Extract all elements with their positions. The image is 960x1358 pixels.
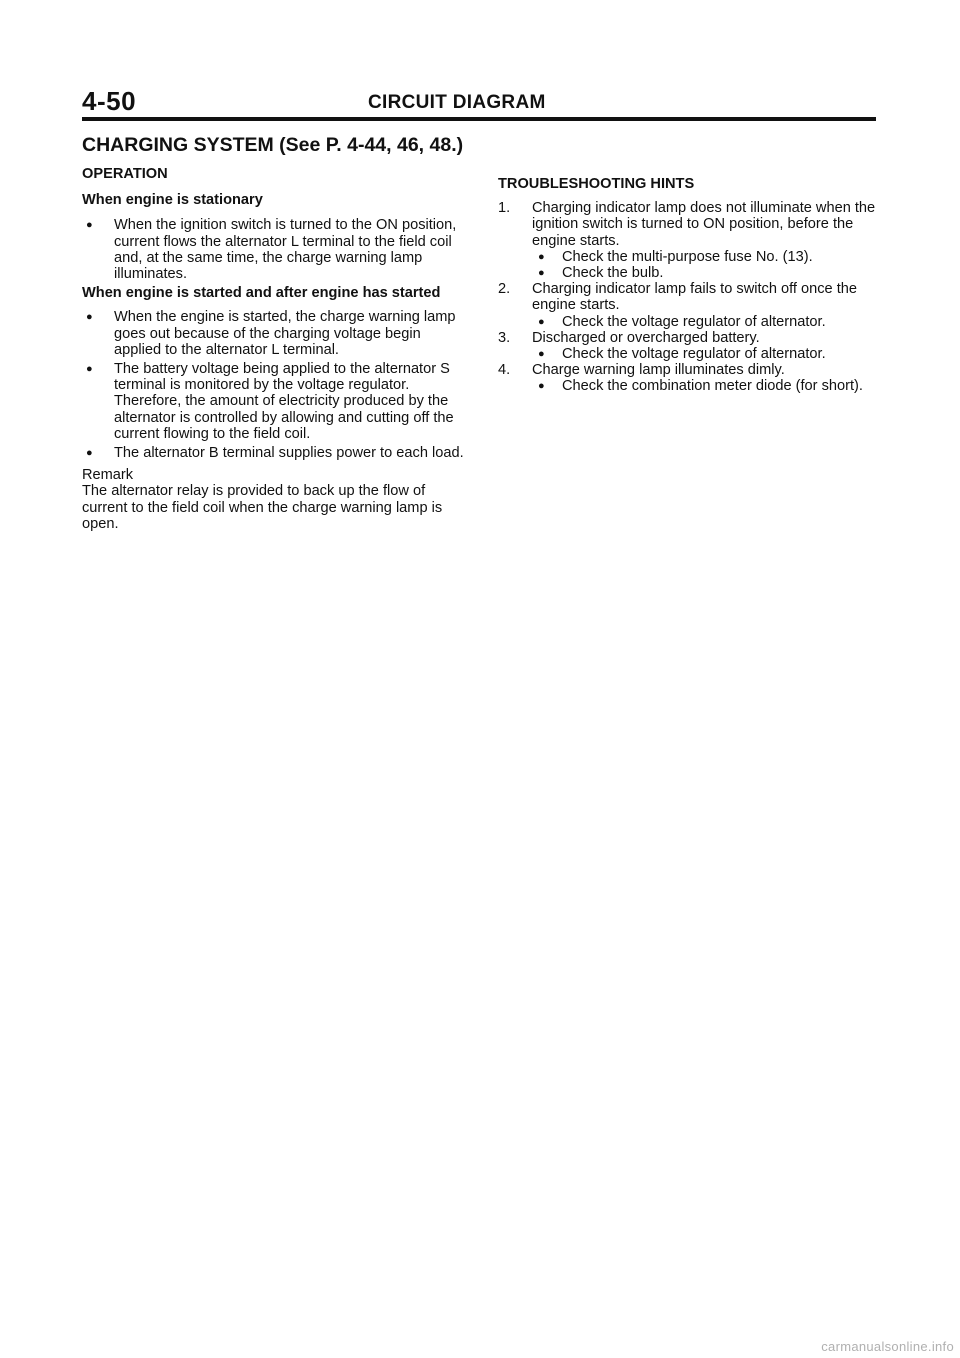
check-item [532, 378, 883, 394]
item-text: Discharged or overcharged battery. [532, 329, 760, 346]
check-item [532, 265, 883, 281]
list-item-text: When the engine is started, the charge warning lamp goes out because of the charging voltage begin applied to the alternator L terminal. [114, 309, 456, 358]
page-number: 4-50 [82, 86, 137, 116]
list-item [82, 445, 467, 461]
list-item [498, 362, 883, 378]
header-rule [82, 117, 876, 121]
bullet-icon: ● [86, 363, 93, 376]
remark-label: Remark [82, 467, 134, 484]
check-text: Check the multi-purpose fuse No. (13). [562, 248, 813, 265]
operation-heading: OPERATION [82, 166, 168, 182]
bullet-icon: ● [538, 267, 545, 280]
troubleshooting-heading: TROUBLESHOOTING HINTS [498, 176, 695, 192]
item-number: 3. [498, 329, 511, 346]
item-text: Charge warning lamp illuminates dimly. [532, 362, 785, 379]
watermark: carmanualsonline.info [821, 1339, 954, 1354]
check-text: Check the voltage regulator of alternator. [562, 313, 826, 330]
remark-text: The alternator relay is provided to back up the flow of current to the field coil when the charge warning lamp is open. [82, 483, 443, 532]
section-title: CHARGING SYSTEM (See P. 4-44, 46, 48.) [82, 134, 464, 156]
bullet-icon: ● [538, 380, 545, 393]
bullet-icon: ● [86, 447, 93, 460]
check-item [532, 346, 883, 362]
troubleshooting-column [498, 166, 883, 395]
item-number: 2. [498, 281, 511, 298]
check-text: Check the bulb. [562, 265, 664, 282]
list-item [82, 309, 467, 358]
bullet-icon: ● [538, 348, 545, 361]
list-item-text: The alternator B terminal supplies power to each load. [114, 445, 464, 462]
bullet-icon: ● [86, 219, 93, 232]
operation-column [82, 166, 467, 532]
check-text: Check the combination meter diode (for short). [562, 378, 863, 395]
check-item [532, 314, 883, 330]
bullet-icon: ● [538, 315, 545, 328]
list-item [498, 330, 883, 346]
check-text: Check the voltage regulator of alternator. [562, 346, 826, 363]
list-item-text: When the ignition switch is turned to the ON position, current flows the alternator L terminal to the field coil and, at the same time, the charge warning lamp illuminates. [114, 217, 457, 283]
page-title: CIRCUIT DIAGRAM [368, 92, 546, 113]
list-item [498, 200, 883, 249]
item-number: 1. [498, 200, 511, 217]
list-item [82, 217, 467, 282]
list-item [82, 361, 467, 442]
bullet-icon: ● [86, 311, 93, 324]
item-text: Charging indicator lamp does not illuminate when the ignition switch is turned to ON position, before the engine starts. [532, 200, 876, 249]
list-item-text: The battery voltage being applied to the alternator S terminal is monitored by the voltage regulator. Therefore, the amount of electricity produced by the alternator is controlled by allowing and cutting off the current flowing to the field coil. [114, 361, 454, 442]
started-heading: When engine is started and after engine has started [82, 285, 441, 302]
stationary-heading: When engine is stationary [82, 192, 263, 209]
item-number: 4. [498, 362, 511, 379]
bullet-icon: ● [538, 250, 545, 263]
check-item [532, 249, 883, 265]
list-item [498, 281, 883, 313]
item-text: Charging indicator lamp fails to switch off once the engine starts. [532, 281, 858, 314]
